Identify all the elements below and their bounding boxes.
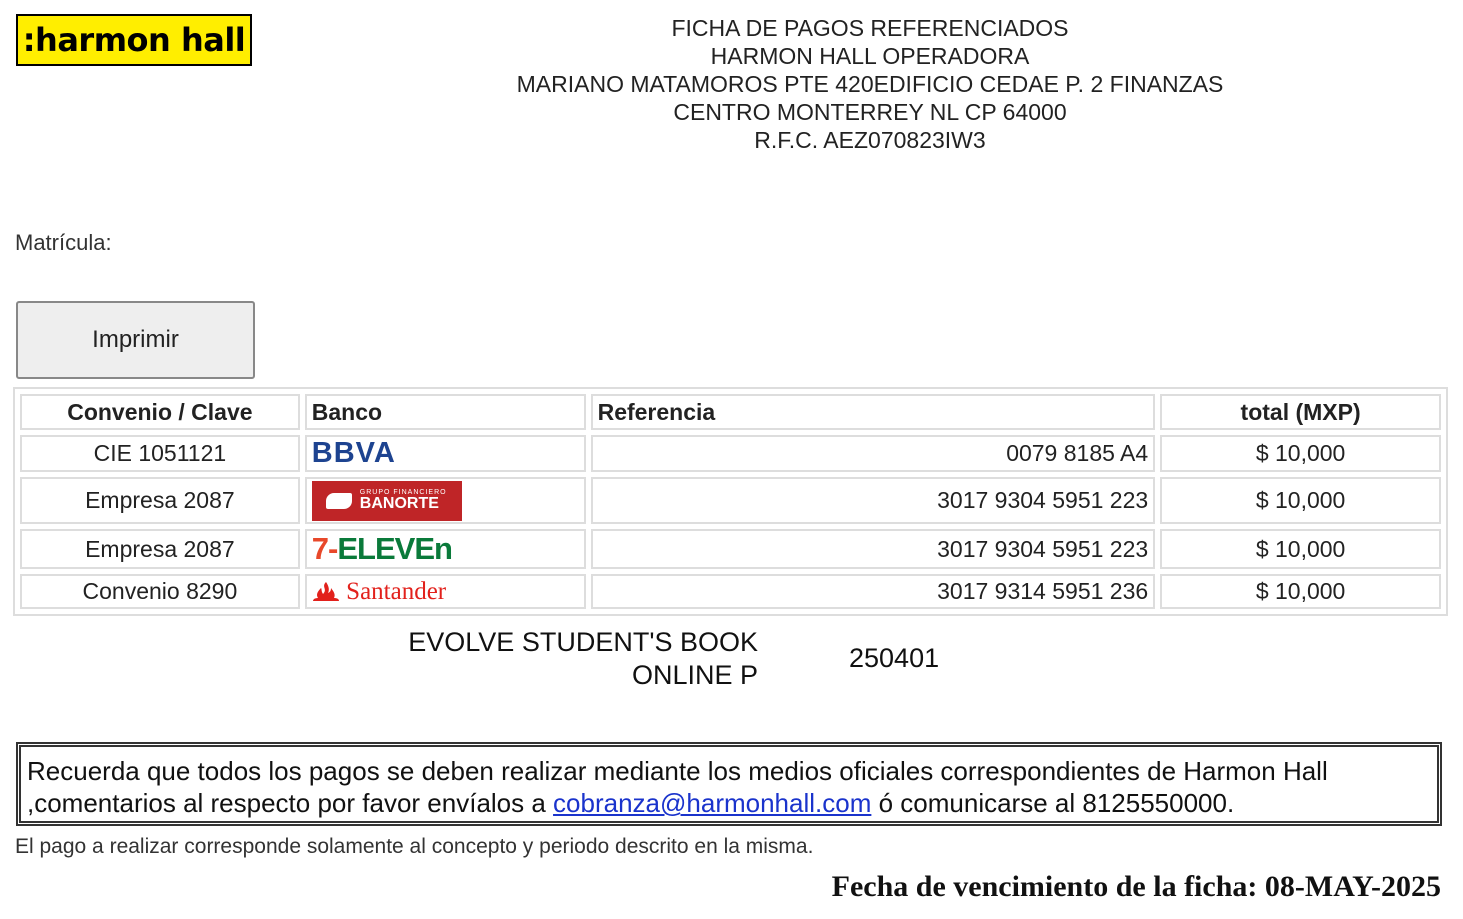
total-cell: $ 10,000 bbox=[1160, 529, 1441, 569]
product-code: 250401 bbox=[849, 643, 940, 673]
header-company: HARMON HALL OPERADORA bbox=[710, 43, 1030, 69]
header-rfc: R.F.C. AEZ070823IW3 bbox=[754, 127, 986, 153]
convenio-cell: Empresa 2087 bbox=[20, 529, 300, 569]
santander-flame-icon bbox=[312, 581, 340, 603]
product-name-line1: EVOLVE STUDENT'S BOOK bbox=[408, 627, 758, 657]
notice-text: ,comentarios al respecto por favor envíalos a bbox=[27, 788, 554, 818]
table-row bbox=[20, 529, 1441, 569]
total-cell: $ 10,000 bbox=[1160, 574, 1441, 609]
header-title: FICHA DE PAGOS REFERENCIADOS bbox=[671, 15, 1069, 41]
bbva-logo-text: BBVA bbox=[311, 437, 396, 469]
total-cell: $ 10,000 bbox=[1160, 435, 1441, 472]
print-button[interactable]: Imprimir bbox=[16, 301, 255, 379]
convenio-cell: CIE 1051121 bbox=[20, 435, 300, 472]
header-total: total (MXP) bbox=[1160, 394, 1441, 430]
email-link[interactable]: cobranza@harmonhall.com bbox=[553, 788, 872, 818]
header-address: MARIANO MATAMOROS PTE 420EDIFICIO CEDAE P. 2 FINANZAS bbox=[516, 71, 1224, 97]
harmon-hall-logo: :harmon hall bbox=[16, 14, 252, 66]
header-convenio: Convenio / Clave bbox=[20, 394, 300, 430]
7eleven-logo bbox=[305, 529, 586, 569]
product-name bbox=[360, 626, 758, 692]
7eleven-eleven: ELEVEn bbox=[337, 531, 452, 566]
banorte-logo-badge bbox=[312, 481, 462, 521]
referencia-cell: 3017 9304 5951 223 bbox=[591, 529, 1156, 569]
table-row bbox=[20, 435, 1441, 472]
referencia-cell: 3017 9314 5951 236 bbox=[591, 574, 1156, 609]
7eleven-seven: 7- bbox=[311, 531, 338, 566]
header-city: CENTRO MONTERREY NL CP 64000 bbox=[673, 99, 1067, 125]
notice-line1: Recuerda que todos los pagos se deben realizar mediante los medios oficiales correspondientes de Harmon Hall bbox=[27, 756, 1328, 786]
due-date: Fecha de vencimiento de la ficha: 08-MAY-2025 bbox=[831, 870, 1441, 903]
footnote: El pago a realizar corresponde solamente al concepto y periodo descrito en la misma. bbox=[15, 835, 814, 858]
referencia-cell: 0079 8185 A4 bbox=[591, 435, 1156, 472]
company-header bbox=[470, 14, 1270, 154]
matricula-label: Matrícula: bbox=[15, 230, 112, 255]
santander-logo bbox=[305, 574, 586, 609]
header-banco: Banco bbox=[305, 394, 586, 430]
convenio-cell: Convenio 8290 bbox=[20, 574, 300, 609]
header-referencia: Referencia bbox=[591, 394, 1156, 430]
product-name-line2: ONLINE P bbox=[631, 660, 758, 690]
banorte-mark-icon bbox=[326, 493, 352, 509]
payment-notice-box bbox=[16, 742, 1442, 826]
banorte-tagline: GRUPO FINANCIERO bbox=[359, 489, 447, 496]
bbva-logo bbox=[305, 435, 586, 472]
payment-references-table bbox=[13, 387, 1448, 616]
table-header-row bbox=[20, 394, 1441, 430]
santander-logo-text: Santander bbox=[346, 577, 447, 605]
banorte-logo-text: BANORTE bbox=[359, 495, 439, 512]
total-cell: $ 10,000 bbox=[1160, 477, 1441, 524]
notice-line2 bbox=[27, 787, 1431, 819]
banorte-logo bbox=[305, 477, 586, 524]
table-row bbox=[20, 574, 1441, 609]
notice-phone-text: ó comunicarse al 8125550000. bbox=[871, 788, 1235, 818]
table-row bbox=[20, 477, 1441, 524]
referencia-cell: 3017 9304 5951 223 bbox=[591, 477, 1156, 524]
convenio-cell: Empresa 2087 bbox=[20, 477, 300, 524]
